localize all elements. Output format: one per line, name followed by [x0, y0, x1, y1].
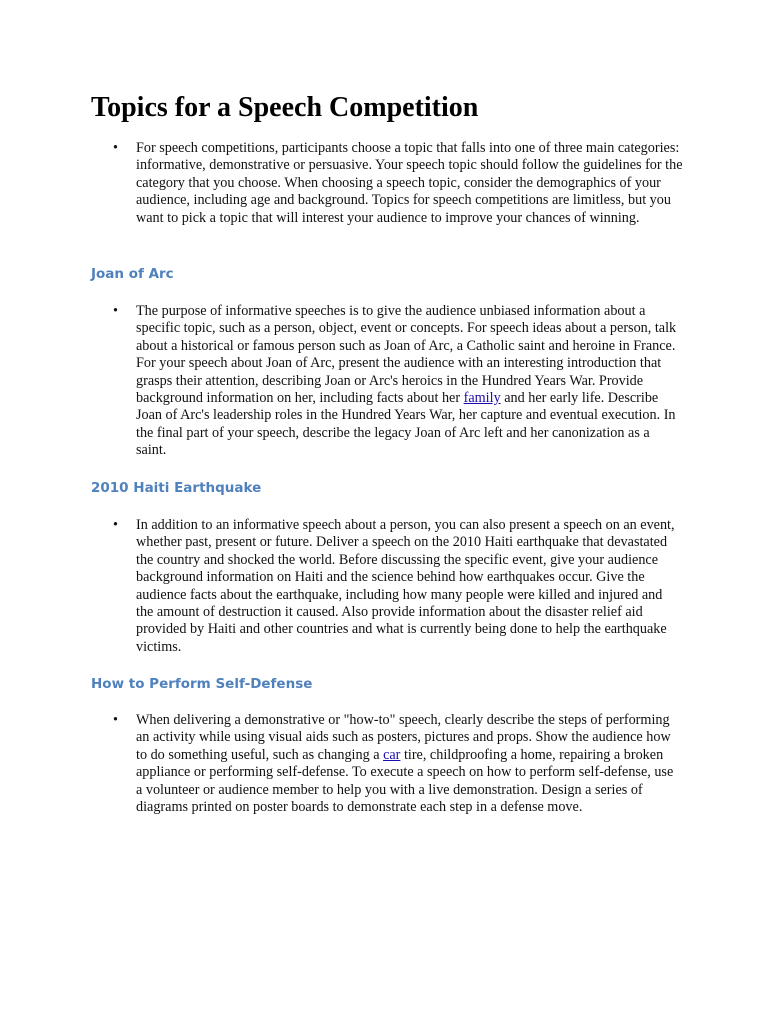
haiti-earthquake-bullet	[113, 517, 683, 656]
self-defense-text	[136, 712, 683, 816]
joan-of-arc-text-part1: The purpose of informative speeches is to give the audience unbiased information about a specific topic, such as a person, object, event or concepts. For speech ideas about a person, talk about a historical or famous person such as Joan of Arc, a Catholic saint and heroine in France. For your speech about Joan of Arc, present the audience with an interesting introduction that grasps their attention, describing Joan or Arc's heroics in the Hundred Years War. Provide background information on her, including facts about her	[136, 303, 677, 407]
car-link[interactable]: car	[383, 746, 401, 763]
haiti-earthquake-text: In addition to an informative speech about a person, you can also present a speech on an event, whether past, present or future. Deliver a speech on the 2010 Haiti earthquake that devastated the country and shocked the world. Before discussing the specific event, give your audience background information on Haiti and the science behind how earthquakes occur. Give the audience facts about the earthquake, including how many people were killed and injured and the amount of destruction it caused. Also provide information about the disaster relief aid provided by Haiti and other countries and what is currently being done to help the earthquake victims.	[136, 517, 675, 655]
self-defense-text-part1: When delivering a demonstrative or "how-to" speech, clearly describe the steps of performing an activity while using visual aids such as posters, pictures and props. Show the audience how to do something useful, such as changing a	[136, 712, 671, 763]
joan-of-arc-bullet	[113, 303, 683, 460]
family-link[interactable]: family	[463, 390, 501, 407]
section-heading-joan-of-arc: Joan of Arc	[91, 266, 174, 282]
section-heading-haiti-earthquake: 2010 Haiti Earthquake	[91, 480, 262, 496]
section-heading-self-defense: How to Perform Self-Defense	[91, 676, 313, 692]
joan-of-arc-text	[136, 303, 683, 460]
joan-of-arc-text-part2: and her early life. Describe Joan of Arc's leadership roles in the Hundred Years War, her capture and eventual execution. In the final part of your speech, describe the legacy Joan of Arc left and her canonization as a saint.	[136, 390, 676, 459]
bullet-icon: •	[113, 712, 118, 728]
intro-bullet	[113, 140, 683, 227]
self-defense-bullet	[113, 712, 683, 816]
bullet-icon: •	[113, 303, 118, 319]
intro-text: For speech competitions, participants choose a topic that falls into one of three main categories: informative, demonstrative or persuasive. Your speech topic should follow the guidelines for the category that you choose. When choosing a speech topic, consider the demographics of your audience, including age and background. Topics for speech competitions are limitless, but you want to pick a topic that will interest your audience to improve your chances of winning.	[136, 140, 683, 226]
bullet-icon: •	[113, 517, 118, 533]
self-defense-text-part2: tire, childproofing a home, repairing a broken appliance or performing self-defense. To execute a speech on how to perform self-defense, use a volunteer or audience member to help you with a live demonstration. Design a series of diagrams printed on poster boards to demonstrate each step in a defense move.	[136, 746, 674, 816]
bullet-icon: •	[113, 140, 118, 156]
page-title: Topics for a Speech Competition	[91, 92, 479, 123]
